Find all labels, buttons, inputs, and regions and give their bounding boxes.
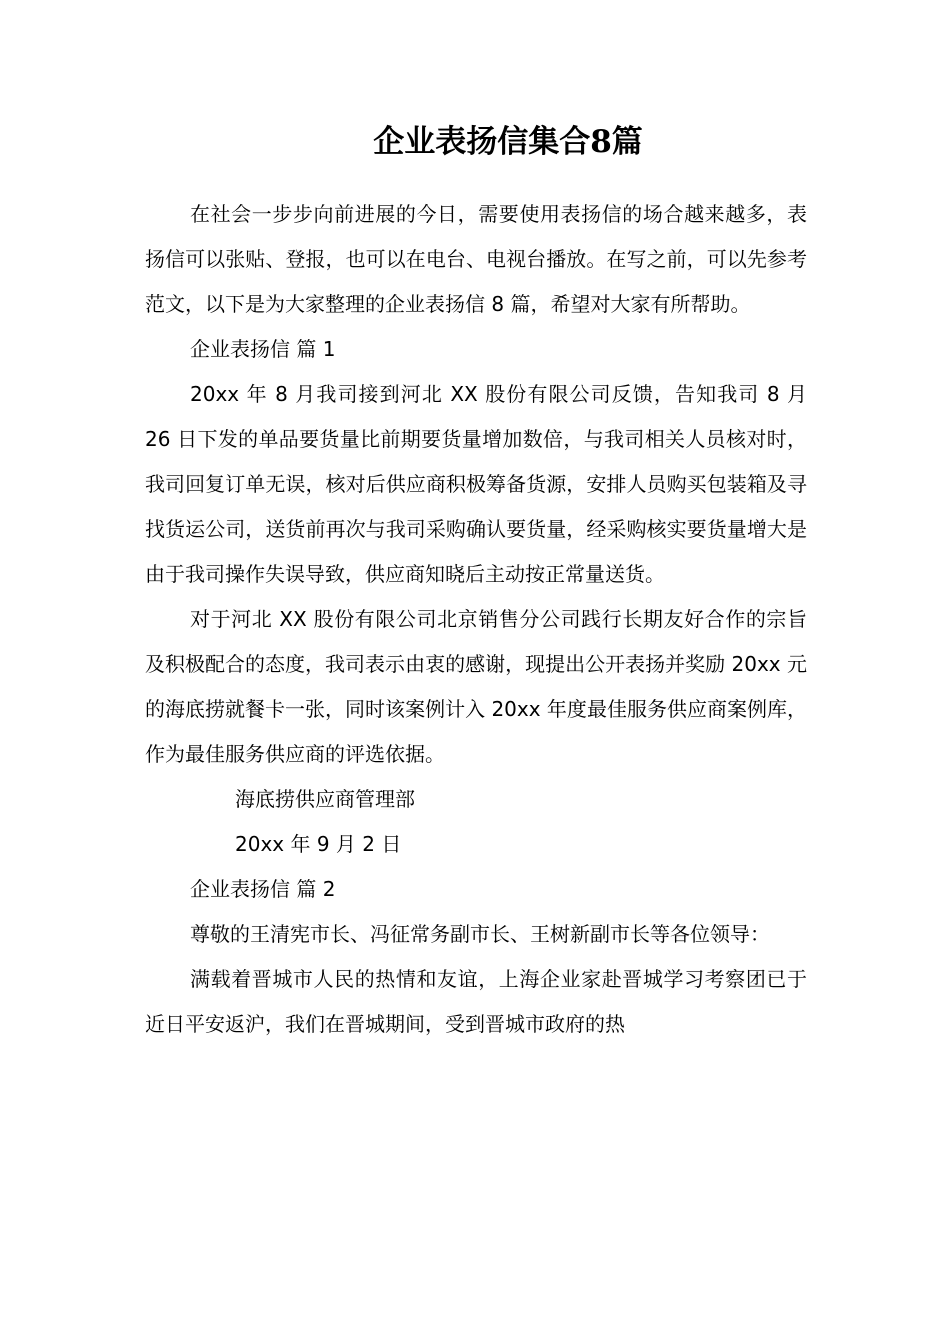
letter1-paragraph-2: 对于河北 XX 股份有限公司北京销售分公司践行长期友好合作的宗旨及积极配合的态度，我司表示由衷的感谢，现提出公开表扬并奖励 20xx 元的海底捞就餐卡一张，同时该案例计入 20xx 年度最佳服务供应商案例库，作为最佳服务供应商的评选依据。 [145, 607, 807, 766]
letter1-paragraph-1: 20xx 年 8 月我司接到河北 XX 股份有限公司反馈，告知我司 8 月 26 日下发的单品要货量比前期要货量增加数倍，与我司相关人员核对时，我司回复订单无误，核对后供应商积极筹备货源，安排人员购买包装箱及寻找货运公司，送货前再次与我司采购确认要货量，经采购核实要货量增大是由于我司操作失误导致，供应商知晓后主动按正常量送货。 [145, 382, 807, 586]
intro-paragraph: 在社会一步步向前进展的今日，需要使用表扬信的场合越来越多，表扬信可以张贴、登报，也可以在电台、电视台播放。在写之前，可以先参考范文，以下是为大家整理的企业表扬信 8 篇，希望对大家有所帮助。 [145, 202, 807, 316]
letter2-salutation: 尊敬的王清宪市长、冯征常务副市长、王树新副市长等各位领导： [190, 922, 770, 946]
letter2-heading: 企业表扬信 篇 2 [190, 877, 336, 901]
letter1-signature: 海底捞供应商管理部 [235, 787, 415, 811]
letter1-heading: 企业表扬信 篇 1 [190, 337, 336, 361]
document-title: 企业表扬信集合8篇 [373, 124, 643, 160]
letter1-date: 20xx 年 9 月 2 日 [235, 832, 402, 856]
document-body [145, 192, 807, 1047]
letter2-paragraph-1: 满载着晋城市人民的热情和友谊，上海企业家赴晋城学习考察团已于近日平安返沪，我们在晋城期间，受到晋城市政府的热 [145, 967, 807, 1036]
